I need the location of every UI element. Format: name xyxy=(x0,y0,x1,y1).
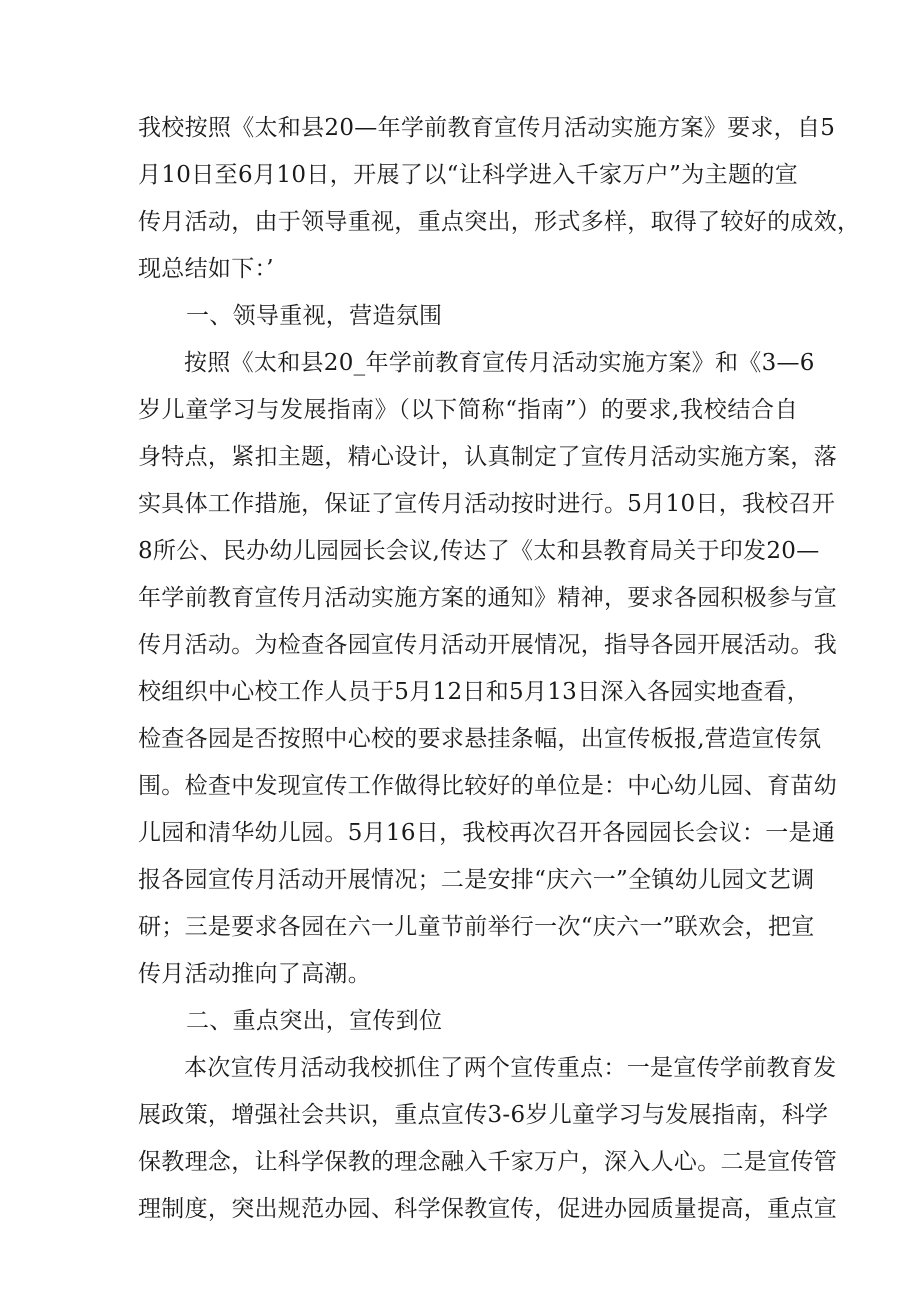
text-line: 检查各园是否按照中心校的要求悬挂条幅，出宣传板报,营造宣传氛 xyxy=(138,726,822,752)
text-line: 实具体工作措施，保证了宣传月活动按时进行。5月10日，我校召开 xyxy=(138,491,836,517)
text-line: 校组织中心校工作人员于5月12日和5月13日深入各园实地查看， xyxy=(138,679,811,705)
text-line: 围。检查中发现宣传工作做得比较好的单位是：中心幼儿园、育苗幼 xyxy=(138,773,837,799)
text-line: 研；三是要求各园在六一儿童节前举行一次“庆六一”联欢会，把宣 xyxy=(138,914,815,940)
text-line: 现总结如下：’ xyxy=(138,256,274,282)
text-line: 岁儿童学习与发展指南》（以下简称“指南”）的要求,我校结合自 xyxy=(138,397,798,423)
paragraph-first-line: 本次宣传月活动我校抓住了两个宣传重点：一是宣传学前教育发 xyxy=(184,1055,837,1081)
text-line: 传月活动。为检查各园宣传月活动开展情况，指导各园开展活动。我 xyxy=(138,632,837,658)
text-line: 月10日至6月10日，开展了以“让科学进入千家万户”为主题的宣 xyxy=(138,162,798,188)
text-line: 保教理念，让科学保教的理念融入千家万户，深入人心。二是宣传管 xyxy=(138,1149,837,1175)
paragraph-first-line: 按照《太和县20_年学前教育宣传月活动实施方案》和《3—6 xyxy=(184,350,815,376)
text-line: 8所公、民办幼儿园园长会议,传达了《太和县教育局关于印发20— xyxy=(138,538,820,564)
text-line: 理制度，突出规范办园、科学保教宣传，促进办园质量提高，重点宣 xyxy=(138,1196,837,1222)
text-line: 展政策，增强社会共识，重点宣传3-6岁儿童学习与发展指南，科学 xyxy=(138,1102,829,1128)
text-line: 传月活动推向了高潮。 xyxy=(138,961,371,987)
section-heading: 一、领导重视，营造氛围 xyxy=(186,303,443,329)
text-line: 报各园宣传月活动开展情况；二是安排“庆六一”全镇幼儿园文艺调 xyxy=(138,867,815,893)
text-line: 我校按照《太和县20—年学前教育宣传月活动实施方案》要求，自5 xyxy=(138,115,836,141)
text-line: 身特点，紧扣主题，精心设计，认真制定了宣传月活动实施方案，落 xyxy=(138,444,837,470)
section-heading: 二、重点突出，宣传到位 xyxy=(186,1008,443,1034)
text-line: 传月活动，由于领导重视，重点突出，形式多样，取得了较好的成效， xyxy=(138,209,861,235)
text-line: 儿园和清华幼儿园。5月16日，我校再次召开各园园长会议：一是通 xyxy=(138,820,836,846)
text-line: 年学前教育宣传月活动实施方案的通知》精神，要求各园积极参与宣 xyxy=(138,585,837,611)
